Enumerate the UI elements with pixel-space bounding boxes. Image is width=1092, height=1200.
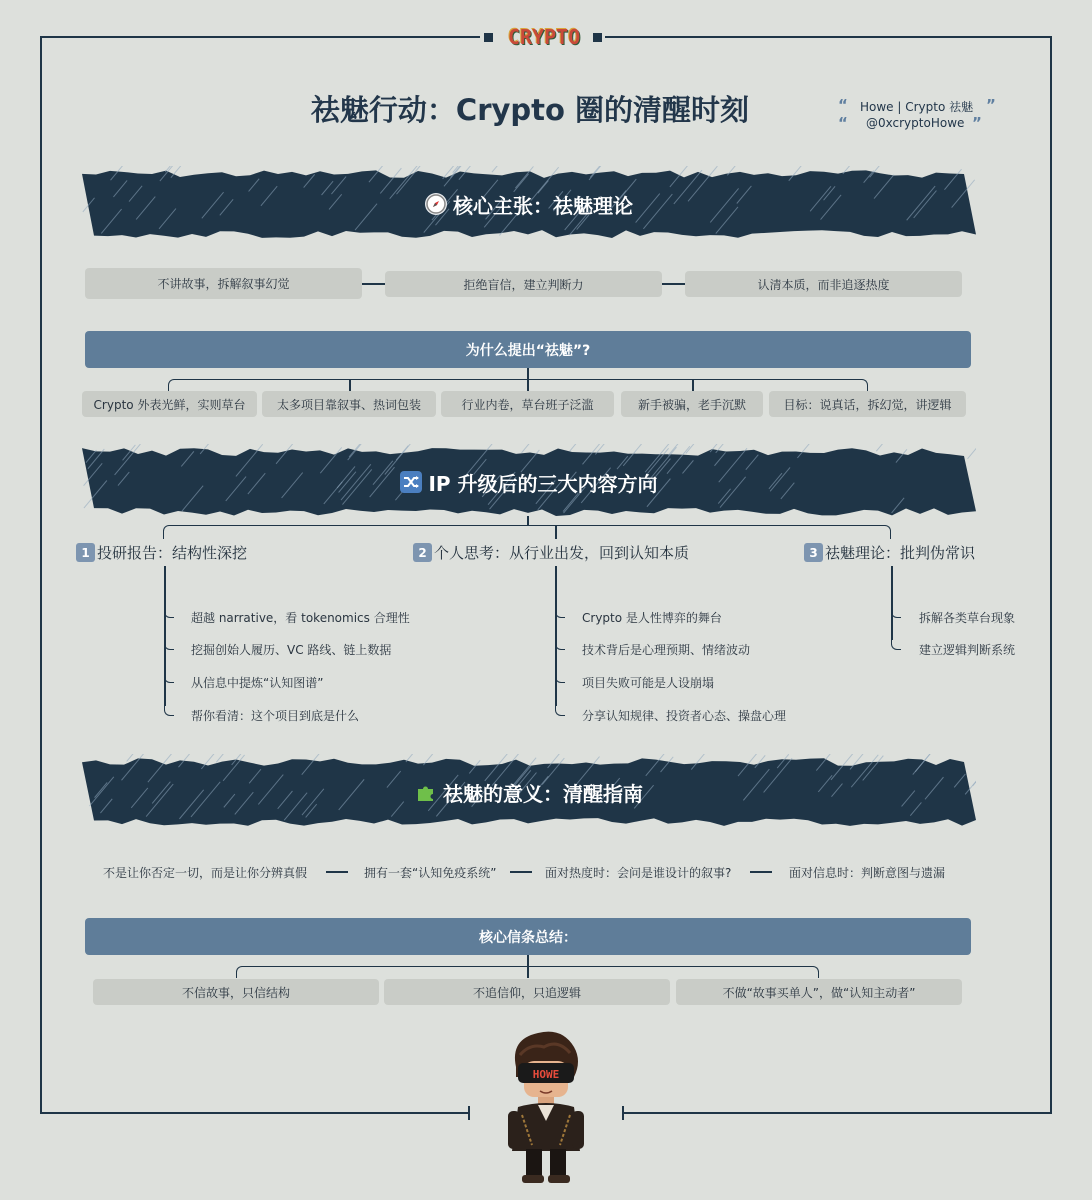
claim-pill: 认清本质，而非追逐热度: [685, 271, 962, 297]
section-title: IP 升级后的三大内容方向: [428, 471, 658, 496]
reason-pill: Crypto 外表光鲜，实则草台: [82, 391, 257, 417]
direction-item: 超越 narrative，看 tokenomics 合理性: [191, 611, 410, 625]
section-banner-core-claim: [82, 166, 976, 242]
connector-line: [555, 525, 557, 539]
bracket-line: [168, 379, 868, 391]
frame-right: [1050, 36, 1052, 1114]
puzzle-icon: [415, 781, 437, 803]
creed-pill: 不做“故事买单人”，做“认知主动者”: [676, 979, 962, 1005]
logo-dot-left: [484, 33, 493, 42]
reason-pill: 行业内卷，草台班子泛滥: [441, 391, 614, 417]
direction-item: 从信息中提炼“认知图谱”: [191, 676, 324, 690]
page-title: 祛魅行动：Crypto 圈的清醒时刻: [310, 93, 750, 127]
frame-bottom-left: [40, 1112, 470, 1114]
claim-pill: 不讲故事，拆解叙事幻觉: [85, 268, 362, 299]
frame-left: [40, 36, 42, 1114]
branch-hook: [555, 640, 565, 650]
crypto-logo: CRYPTO: [508, 25, 581, 49]
branch-hook: [164, 673, 174, 683]
section-title: 核心主张：祛魅理论: [453, 193, 633, 218]
connector-line: [349, 379, 351, 391]
branch-hook: [555, 706, 565, 716]
branch-hook: [555, 608, 565, 618]
number-badge: 2: [413, 543, 432, 562]
connector-line: [326, 871, 348, 873]
connector-line: [527, 966, 529, 978]
section-title: 祛魅的意义：清醒指南: [443, 781, 643, 806]
bracket-line: [163, 525, 891, 539]
howe-avatar: [500, 1025, 590, 1185]
direction-heading: [76, 542, 247, 563]
branch-hook: [891, 640, 901, 650]
meaning-point: 面对信息时：判断意图与遗漏: [789, 866, 946, 880]
close-quote-icon: ”: [972, 114, 982, 132]
author-name: Howe | Crypto 祛魅: [860, 100, 974, 114]
connector-line: [555, 566, 557, 706]
visor-text: HOWE: [532, 1068, 560, 1081]
why-bar: 为什么提出“祛魅”?: [85, 331, 971, 368]
close-quote-icon: ”: [986, 96, 996, 114]
creed-pill: 不追信仰，只追逻辑: [384, 979, 670, 1005]
open-quote-icon: “: [838, 96, 848, 114]
reason-pill: 太多项目靠叙事、热词包装: [262, 391, 436, 417]
connector-line: [527, 379, 529, 391]
direction-title: 投研报告：结构性深挖: [97, 544, 248, 562]
compass-icon: [425, 193, 447, 215]
reason-pill: 新手被骗，老手沉默: [621, 391, 763, 417]
direction-item: 拆解各类草台现象: [919, 611, 1016, 625]
claim-pill: 拒绝盲信，建立判断力: [385, 271, 662, 297]
shuffle-icon: [400, 471, 422, 493]
direction-heading: [413, 542, 689, 563]
reason-pill: 目标：说真话，拆幻觉，讲逻辑: [769, 391, 966, 417]
connector-line: [891, 566, 893, 640]
direction-title: 个人思考：从行业出发，回到认知本质: [434, 544, 690, 562]
direction-item: 帮你看清：这个项目到底是什么: [191, 709, 360, 723]
direction-item: 建立逻辑判断系统: [919, 643, 1016, 657]
branch-hook: [164, 706, 174, 716]
connector-line: [692, 379, 694, 391]
connector-line: [750, 871, 772, 873]
meaning-point: 拥有一套“认知免疫系统”: [364, 866, 497, 880]
open-quote-icon: “: [838, 114, 848, 132]
direction-item: 分享认知规律、投资者心态、操盘心理: [582, 709, 787, 723]
connector-line: [362, 283, 385, 285]
connector-line: [662, 283, 685, 285]
direction-item: Crypto 是人性博弈的舞台: [582, 611, 722, 625]
branch-hook: [891, 608, 901, 618]
author-handle: @0xcryptoHowe: [866, 116, 965, 130]
branch-hook: [555, 673, 565, 683]
direction-item: 项目失败可能是人设崩塌: [582, 676, 715, 690]
direction-item: 技术背后是心理预期、情绪波动: [582, 643, 751, 657]
frame-tick-left: [468, 1106, 470, 1120]
section-banner-directions: [82, 444, 976, 520]
frame-bottom-right: [622, 1112, 1052, 1114]
connector-line: [164, 566, 166, 706]
creed-bar: 核心信条总结：: [85, 918, 971, 955]
direction-item: 挖掘创始人履历、VC 路线、链上数据: [191, 643, 392, 657]
meaning-point: 不是让你否定一切，而是让你分辨真假: [103, 866, 308, 880]
logo-dot-right: [593, 33, 602, 42]
branch-hook: [164, 640, 174, 650]
connector-line: [510, 871, 532, 873]
frame-top-left: [40, 36, 480, 38]
frame-tick-right: [622, 1106, 624, 1120]
creed-pill: 不信故事，只信结构: [93, 979, 379, 1005]
section-banner-meaning: [82, 754, 976, 830]
meaning-point: 面对热度时：会问是谁设计的叙事?: [545, 866, 732, 880]
branch-hook: [164, 608, 174, 618]
direction-heading: [804, 542, 975, 563]
author-quote: [838, 96, 1008, 136]
number-badge: 3: [804, 543, 823, 562]
direction-title: 祛魅理论：批判伪常识: [825, 544, 976, 562]
frame-top-right: [605, 36, 1052, 38]
number-badge: 1: [76, 543, 95, 562]
